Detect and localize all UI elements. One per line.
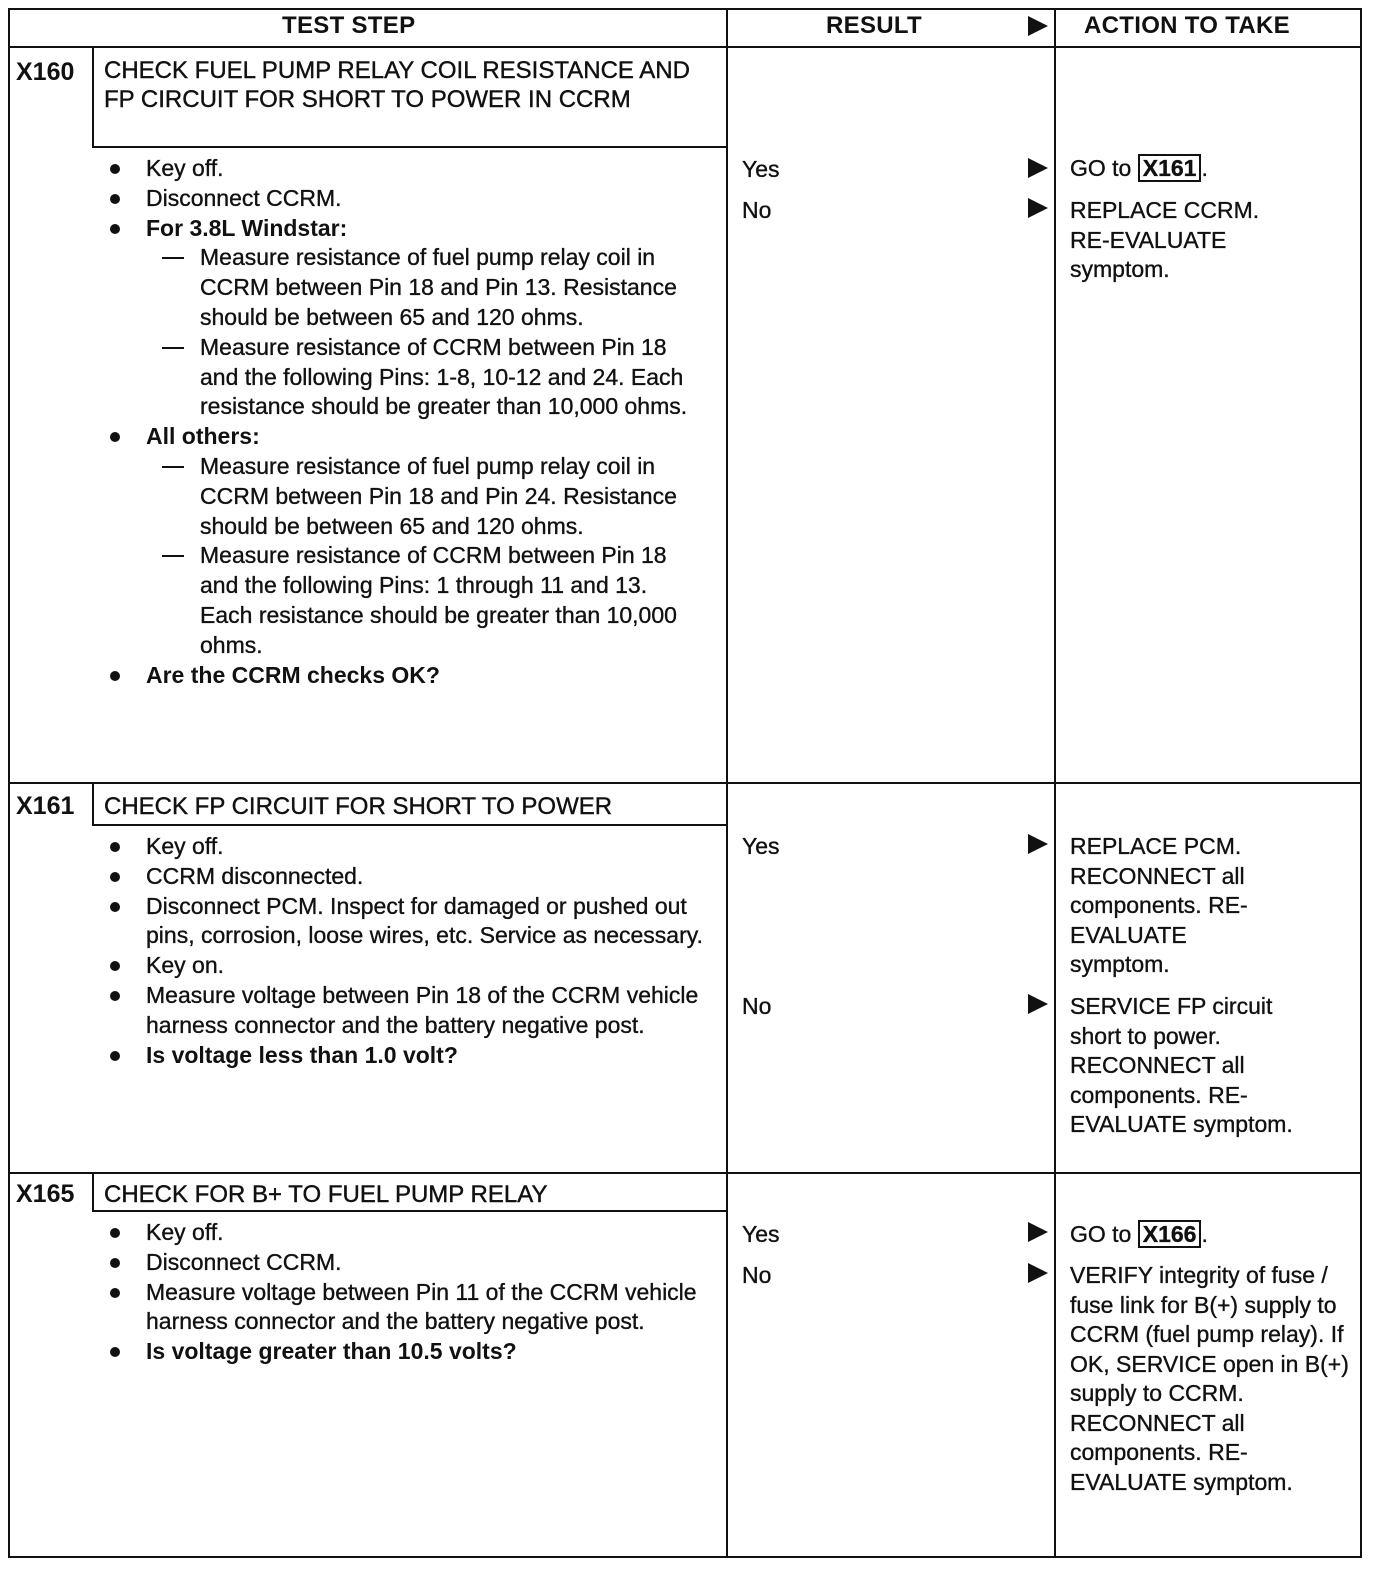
step-instructions xyxy=(104,1218,724,1367)
list-item: All others: xyxy=(104,422,724,452)
table-bottom-border xyxy=(8,1556,1362,1558)
result-yes: Yes xyxy=(742,156,780,182)
title-underline xyxy=(92,824,728,826)
bullet-icon xyxy=(110,842,120,852)
step-number: X160 xyxy=(16,58,75,86)
list-item: Disconnect CCRM. xyxy=(104,184,724,214)
step-number-divider xyxy=(92,1172,94,1212)
bullet-icon xyxy=(110,872,120,882)
step-instructions xyxy=(104,832,724,1070)
list-item: Disconnect CCRM. xyxy=(104,1248,724,1278)
list-item: Is voltage less than 1.0 volt? xyxy=(104,1041,724,1071)
list-item: Measure resistance of CCRM between Pin 18 and the following Pins: 1-8, 10-12 and 24. Each resistance should be greater than 10,000 ohms. xyxy=(104,333,690,422)
bullet-icon xyxy=(110,902,120,912)
list-item: Key off. xyxy=(104,154,724,184)
bullet-icon xyxy=(110,991,120,1001)
bullet-icon xyxy=(110,1051,120,1061)
list-item: For 3.8L Windstar: xyxy=(104,214,724,244)
dash-icon xyxy=(162,257,184,259)
bullet-icon xyxy=(110,224,120,234)
action-text: SERVICE FP circuit short to power. RECONNECT all components. RE-EVALUATE symptom. xyxy=(1070,993,1293,1137)
list-item: Measure resistance of fuel pump relay coil in CCRM between Pin 18 and Pin 13. Resistance should be between 65 and 120 ohms. xyxy=(104,243,690,332)
arrow-icon xyxy=(1028,994,1048,1014)
step-title: CHECK FUEL PUMP RELAY COIL RESISTANCE AND FP CIRCUIT FOR SHORT TO POWER IN CCRM xyxy=(104,57,690,113)
bullet-icon xyxy=(110,1288,120,1298)
dash-icon xyxy=(162,466,184,468)
step-number: X165 xyxy=(16,1180,75,1208)
arrow-icon xyxy=(1028,1263,1048,1283)
action-go-to: GO to X161 . xyxy=(1070,155,1208,181)
step-number-divider xyxy=(92,782,94,824)
arrow-icon xyxy=(1028,834,1048,854)
list-item: Measure resistance of CCRM between Pin 18 and the following Pins: 1 through 11 and 13. Each resistance should be greater than 10,000 ohms. xyxy=(104,541,690,660)
list-item: Measure voltage between Pin 18 of the CCRM vehicle harness connector and the battery negative post. xyxy=(104,981,726,1041)
result-no: No xyxy=(742,1262,772,1288)
header-test-step: TEST STEP xyxy=(282,12,416,39)
action-text: VERIFY integrity of fuse / fuse link for B(+) supply to CCRM (fuel pump relay). If OK, SERVICE open in B(+) supply to CCRM. RECONNECT all components. RE-EVALUATE symptom. xyxy=(1070,1262,1349,1495)
bullet-icon xyxy=(110,671,120,681)
step-instructions xyxy=(104,154,724,690)
bullet-icon xyxy=(110,432,120,442)
step-number: X161 xyxy=(16,792,75,820)
list-item: CCRM disconnected. xyxy=(104,862,724,892)
result-yes: Yes xyxy=(742,1221,780,1247)
result-yes: Yes xyxy=(742,833,780,859)
bullet-icon xyxy=(110,961,120,971)
step-reference-link[interactable]: X161 xyxy=(1138,154,1202,182)
row-divider xyxy=(8,782,1362,784)
table-top-border xyxy=(8,8,1362,10)
bullet-icon xyxy=(110,1228,120,1238)
dash-icon xyxy=(162,555,184,557)
bullet-icon xyxy=(110,164,120,174)
header-action: ACTION TO TAKE xyxy=(1084,12,1290,39)
title-underline xyxy=(92,146,728,148)
step-reference-link[interactable]: X166 xyxy=(1138,1220,1202,1248)
bullet-icon xyxy=(110,1258,120,1268)
arrow-icon xyxy=(1028,1222,1048,1242)
list-item: Disconnect PCM. Inspect for damaged or pushed out pins, corrosion, loose wires, etc. Service as necessary. xyxy=(104,892,706,952)
arrow-icon xyxy=(1028,198,1048,218)
action-text: REPLACE CCRM. RE-EVALUATE symptom. xyxy=(1070,197,1260,282)
list-item: Measure resistance of fuel pump relay coil in CCRM between Pin 18 and Pin 24. Resistance should be between 65 and 120 ohms. xyxy=(104,452,690,541)
list-item: Key off. xyxy=(104,1218,724,1248)
header-bottom-line xyxy=(8,46,1362,48)
header-arrow-icon xyxy=(1028,16,1048,36)
step-title: CHECK FOR B+ TO FUEL PUMP RELAY xyxy=(104,1181,548,1208)
list-item: Key off. xyxy=(104,832,724,862)
bullet-icon xyxy=(110,194,120,204)
row-divider xyxy=(8,1172,1362,1174)
dash-icon xyxy=(162,347,184,349)
result-no: No xyxy=(742,197,772,223)
result-no: No xyxy=(742,993,772,1019)
arrow-icon xyxy=(1028,158,1048,178)
bullet-icon xyxy=(110,1347,120,1357)
action-go-to: GO to X166 . xyxy=(1070,1221,1208,1247)
step-title: CHECK FP CIRCUIT FOR SHORT TO POWER xyxy=(104,793,613,820)
action-text: REPLACE PCM. RECONNECT all components. RE-EVALUATE symptom. xyxy=(1070,833,1248,977)
list-item: Key on. xyxy=(104,951,724,981)
title-underline xyxy=(92,1210,728,1212)
list-item: Measure voltage between Pin 11 of the CCRM vehicle harness connector and the battery negative post. xyxy=(104,1278,736,1338)
list-item: Are the CCRM checks OK? xyxy=(104,661,724,691)
step-number-divider xyxy=(92,46,94,146)
list-item: Is voltage greater than 10.5 volts? xyxy=(104,1337,724,1367)
header-result: RESULT xyxy=(826,12,923,39)
